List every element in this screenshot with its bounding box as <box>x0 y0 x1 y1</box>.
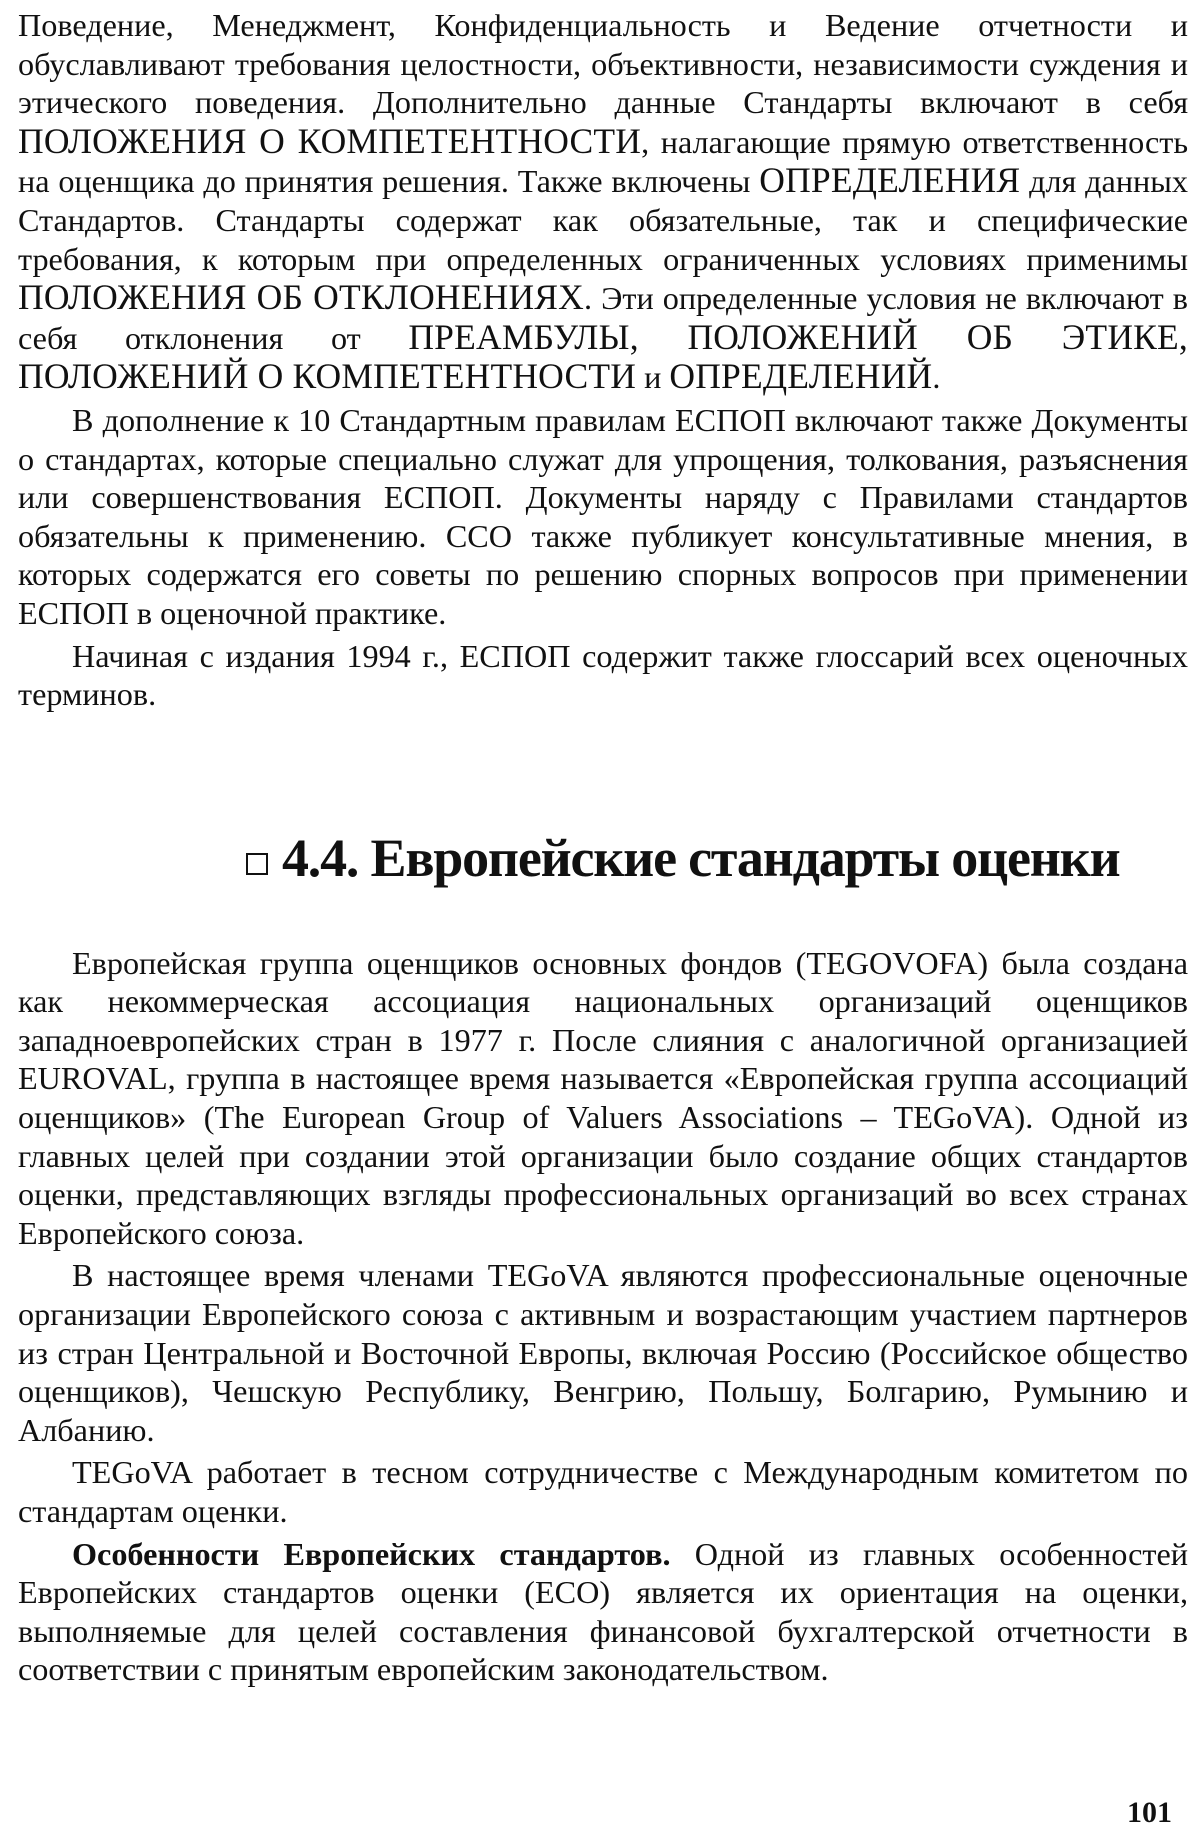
paragraph <box>18 401 1188 633</box>
paragraph <box>18 6 1188 397</box>
capitalized-term: ОПРЕДЕЛЕНИЙ <box>669 356 933 397</box>
paragraph-text: TEGoVA работает в тесном сотрудничестве с Международным комитетом по стандартам оценки. <box>18 1454 1188 1529</box>
paragraph-text: Одной из главных особенностей Европейских стандартов оценки (ЕСО) является их ориентация на оценки, выполняемые для целей составления финансовой бухгалтерской отчетности в соответствии с принятым европейским законодательством. <box>18 1535 1188 1688</box>
spacer <box>18 890 1188 944</box>
paragraph <box>18 1453 1188 1530</box>
section-marker-square-icon <box>246 853 268 875</box>
paragraph <box>18 1256 1188 1449</box>
page-number: 101 <box>1127 1796 1172 1829</box>
paragraph-text: . <box>932 359 941 396</box>
capitalized-term: ПОЛОЖЕНИЯ О КОМПЕТЕНТНОСТИ <box>18 120 642 161</box>
capitalized-term: ПРЕАМБУЛЫ, ПОЛОЖЕНИЙ ОБ ЭТИКЕ, ПОЛОЖЕНИЙ О КОМПЕТЕНТНОСТИ <box>18 316 1188 397</box>
paragraph-text: Поведение, Менеджмент, Конфиденциальность и Ведение отчетности и обуславливают требования целостности, объективности, независимости суждения и этического поведения. Дополнительно данные Стандарты включают в себя <box>18 7 1188 121</box>
capitalized-term: ОПРЕДЕЛЕНИЯ <box>759 160 1021 201</box>
paragraph-text: В настоящее время членами TEGoVA являются профессиональные оценочные организации Европейского союза с активным и возрастающим участием партнеров из стран Центральной и Восточной Европы, включая Россию (Российское общество оценщиков), Чешскую Республику, Венгрию, Польшу, Болгарию, Румынию и Албанию. <box>18 1257 1188 1448</box>
spacer <box>18 714 1188 826</box>
section-heading-text: 4.4. Европейские стандарты оценки <box>282 827 1120 888</box>
document-page <box>18 6 1188 1689</box>
run-in-heading: Особенности Европейских стандартов. <box>72 1535 671 1572</box>
paragraph <box>18 637 1188 714</box>
paragraph-text: и <box>636 359 670 396</box>
paragraph-text: Европейская группа оценщиков основных фондов (TEGOVOFA) была создана как некоммерческая ассоциация национальных организаций оценщиков западноевропейских стран в 1977 г. После слияния с аналогичной организацией EUROVAL, группа в настоящее время называется «Европейская группа ассоциаций оценщиков» (The European Group of Valuers Associations – TEGoVA). Одной из главных целей при создании этой организации было создание общих стандартов оценки, представляющих взгляды профессиональных организаций во всех странах Европейского союза. <box>18 944 1188 1251</box>
section-heading <box>18 826 1188 890</box>
paragraph <box>18 944 1188 1253</box>
paragraph <box>18 1535 1188 1689</box>
paragraph-text: В дополнение к 10 Стандартным правилам ЕСПОП включают также Документы о стандартах, которые специально служат для упрощения, толкования, разъяснения или совершенствования ЕСПОП. Документы наряду с Правилами стандартов обязательны к применению. ССО также публикует консультативные мнения, в которых содержатся его советы по решению спорных вопросов при применении ЕСПОП в оценочной практике. <box>18 401 1188 631</box>
paragraph-text: для данных Стандартов. Стандарты содержат как обязательные, так и специфические требования, к которым при определенных ограниченных условиях применимы <box>18 163 1188 277</box>
section-body <box>18 944 1188 1689</box>
paragraph-text: , налагающие прямую ответственность на оценщика до принятия решения. Также включены <box>18 123 1188 200</box>
paragraph-text: Начиная с издания 1994 г., ЕСПОП содержит также глоссарий всех оценочных терминов. <box>18 637 1188 713</box>
paragraph-text: . Эти определенные условия не включают в себя отклонения от <box>18 280 1188 356</box>
preceding-text-block <box>18 6 1188 714</box>
capitalized-term: ПОЛОЖЕНИЯ ОБ ОТКЛОНЕНИЯХ <box>18 277 585 318</box>
